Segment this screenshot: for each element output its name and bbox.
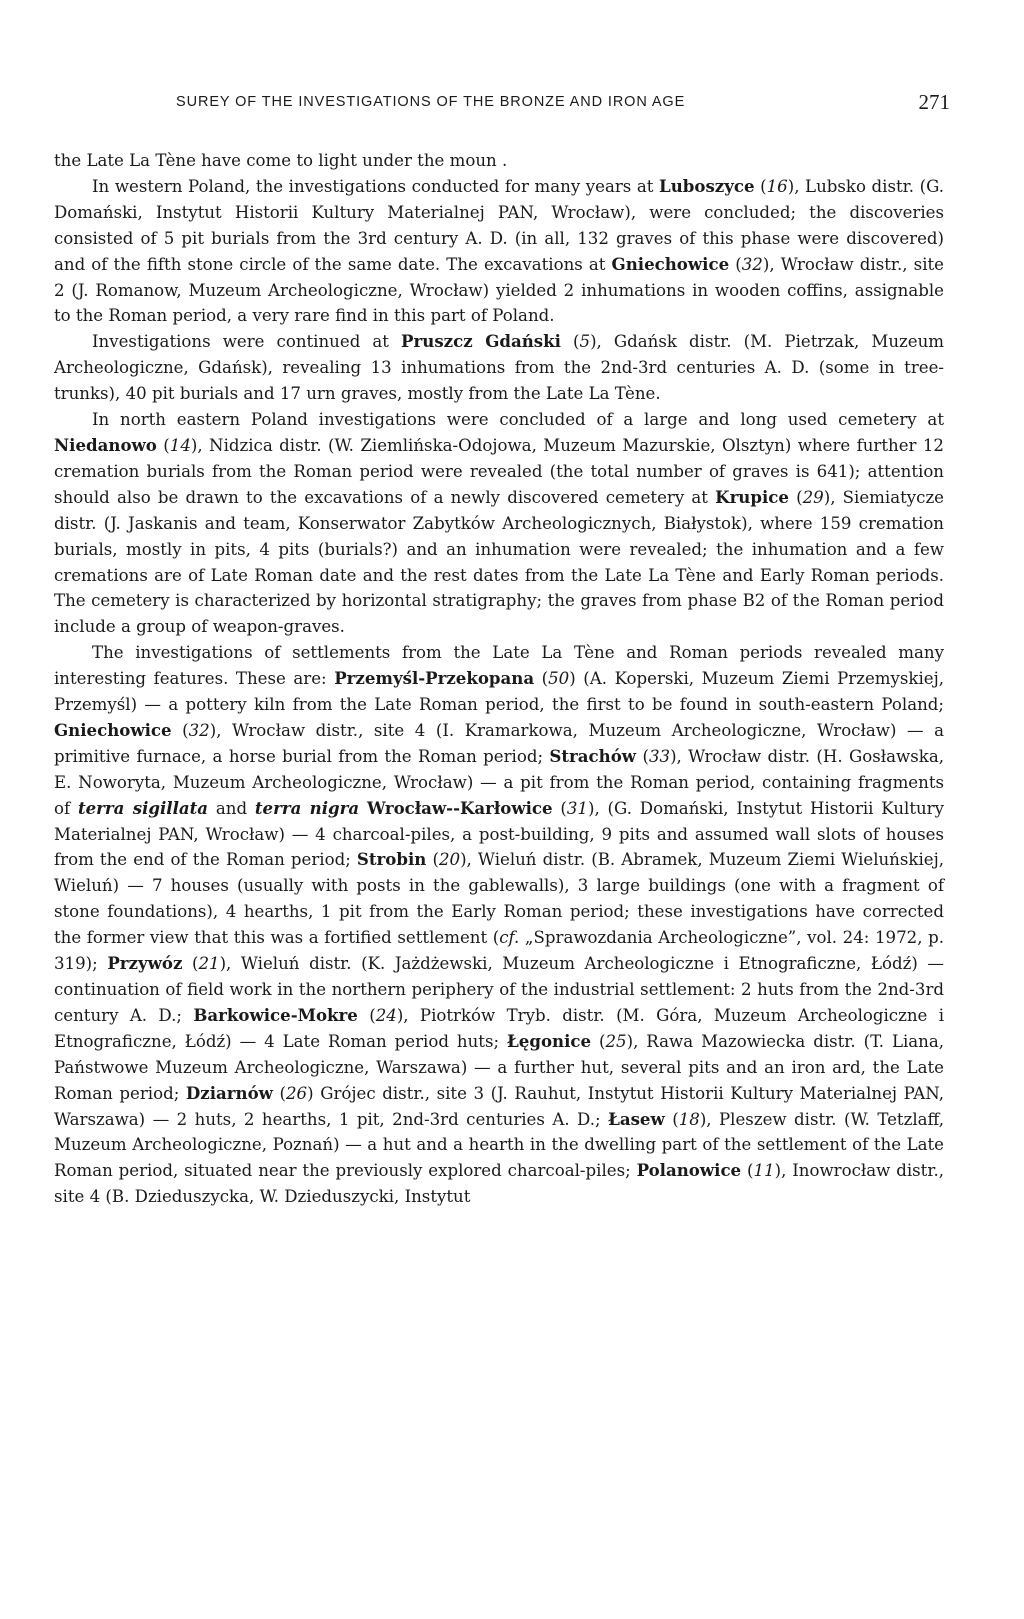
emphasis-term: terra sigillata bbox=[77, 797, 209, 818]
page-number: 271 bbox=[918, 90, 950, 114]
text-run: ( bbox=[560, 332, 580, 352]
map-reference-number: 16 bbox=[766, 176, 788, 196]
site-name: Dziarnów bbox=[185, 1082, 273, 1103]
text-run: ( bbox=[754, 176, 767, 196]
text-run bbox=[359, 799, 367, 818]
map-reference-number: 18 bbox=[678, 1109, 700, 1129]
text-run: ), Lubsko distr. (G. Domański, Instytut Historii Kultury Materialnej PAN, Wrocław), were concluded; the discoveries consisted of 5 pit burials from the 3rd century A. D. (in all, 132 graves of this phase were discovered) and of the fifth stone circle of the same date. The excavations at bbox=[54, 176, 945, 274]
text-run: ( bbox=[636, 746, 649, 766]
text-run: In north eastern Poland investigations were concluded of a large and long used cemetery at bbox=[92, 410, 944, 430]
map-reference-number: 50 bbox=[548, 669, 570, 689]
site-name: Pruszcz Gdański bbox=[401, 331, 561, 352]
text-run: the Late La Tène have come to light under the moun . bbox=[54, 151, 508, 170]
text-run: ), Wieluń distr. (K. Jażdżewski, Muzeum Archeologiczne i Etnograficzne, Łódź) — continuation of field work in the northern periphery of the industrial settlement: 2 huts from the 2nd-3rd century A. D.; bbox=[54, 954, 944, 1025]
site-name: Strobin bbox=[356, 849, 427, 870]
text-run: ( bbox=[156, 435, 170, 455]
text-run: and bbox=[208, 798, 255, 818]
text-run: ), Siemiatycze distr. (J. Jaskanis and team, Konserwator Zabytków Archeologicznych, Białystok), where 159 cremation burials, mostly in pits, 4 pits (burials?) and an inhumation were revealed; the inhumation and a few cremations are of Late Roman date and the rest dates from the Late La Tène and Early Roman periods. The cemetery is characterized by horizontal stratigraphy; the graves from phase B2 of the Roman period include a group of weapon-graves. bbox=[54, 487, 945, 637]
site-name: Barkowice-Mokre bbox=[193, 1004, 358, 1025]
text-run: ), Wrocław distr., site 2 (J. Romanow, Muzeum Archeologiczne, Wrocław) yielded 2 inhumations in wooden coffins, assignable to the Roman period, a very rare find in this part of Poland. bbox=[54, 254, 944, 326]
text-run: ( bbox=[426, 850, 439, 870]
site-name: Krupice bbox=[715, 486, 789, 507]
text-run: ( bbox=[357, 1005, 376, 1025]
text-run: ), Wrocław distr. (H. Gosławska, E. Noworyta, Muzeum Archeologiczne, Wrocław) — a pit from the Roman period, containing fragments of bbox=[54, 746, 944, 818]
map-reference-number: 33 bbox=[648, 746, 671, 766]
text-run: ), Nidzica distr. (W. Ziemlińska-Odojowa, Muzeum Mazurskie, Olsztyn) where further 12 cremation burials from the Roman period were revealed (the total number of graves is 641); attention should also be drawn to the excavations of a newly discovered cemetery at bbox=[54, 435, 944, 507]
text-run: ( bbox=[788, 487, 803, 507]
text-run: The investigations of settlements from the Late La Tène and Roman periods revealed many interesting features. These are: bbox=[54, 643, 944, 689]
site-name: Gniechowice bbox=[611, 253, 730, 274]
text-run: ( bbox=[272, 1083, 286, 1103]
text-run: ( bbox=[729, 254, 742, 274]
map-reference-number: 29 bbox=[802, 487, 824, 507]
site-name: Łęgonice bbox=[507, 1030, 592, 1051]
map-reference-number: 25 bbox=[605, 1031, 627, 1051]
paragraph bbox=[54, 329, 944, 407]
map-reference-number: 32 bbox=[741, 254, 763, 274]
site-name: Wrocław--Karłowice bbox=[366, 797, 553, 818]
site-name: Gniechowice bbox=[54, 719, 172, 740]
body-text bbox=[54, 148, 944, 1210]
map-reference-number: 32 bbox=[188, 720, 210, 740]
map-reference-number: 20 bbox=[438, 850, 461, 870]
map-reference-number: 24 bbox=[375, 1005, 397, 1025]
text-run: ( bbox=[664, 1109, 679, 1129]
map-reference-number: 11 bbox=[753, 1161, 775, 1181]
text-run: ), Inowrocław distr., site 4 (B. Dzieduszycka, W. Dzieduszycki, Instytut bbox=[54, 1161, 945, 1207]
text-run: ), Rawa Mazowiecka distr. (T. Liana, Państwowe Muzeum Archeologiczne, Warszawa) — a further hut, several pits and an iron ard, the Late Roman period; bbox=[54, 1031, 945, 1103]
text-run: ( bbox=[171, 720, 189, 740]
map-reference-number: 26 bbox=[286, 1083, 308, 1103]
map-reference-number: cf. bbox=[499, 928, 520, 948]
site-name: Przemyśl-Przekopana bbox=[334, 668, 535, 689]
text-run: „Sprawozdania Archeologiczne”, vol. 24: 1972, p. 319); bbox=[54, 928, 944, 974]
paragraph bbox=[54, 640, 944, 1210]
text-run: In western Poland, the investigations conducted for many years at bbox=[92, 176, 660, 196]
text-run: ), Wrocław distr., site 4 (I. Kramarkowa, Muzeum Archeologiczne, Wrocław) — a primitive furnace, a horse burial from the Roman period; bbox=[54, 720, 945, 766]
text-run: ) Grójec distr., site 3 (J. Rauhut, Instytut Historii Kultury Materialnej PAN, Warszawa) — 2 huts, 2 hearths, 1 pit, 2nd-3rd centuries A. D.; bbox=[54, 1083, 944, 1129]
paragraph bbox=[54, 148, 944, 174]
text-run: Investigations were continued at bbox=[92, 332, 402, 352]
site-name: Przywóz bbox=[107, 953, 183, 974]
text-run: ( bbox=[741, 1161, 754, 1181]
paragraph bbox=[54, 174, 944, 329]
text-run: ), Gdańsk distr. (M. Pietrzak, Muzeum Archeologiczne, Gdańsk), revealing 13 inhumations from the 2nd-3rd centuries A. D. (some in tree-trunks), 40 pit burials and 17 urn graves, mostly from the Late La Tène. bbox=[54, 332, 945, 404]
text-run: ), Piotrków Tryb. distr. (M. Góra, Muzeum Archeologiczne i Etnograficzne, Łódź) — 4 Late Roman period huts; bbox=[54, 1005, 945, 1051]
text-run: ) (A. Koperski, Muzeum Ziemi Przemyskiej, Przemyśl) — a pottery kiln from the Late Roman period, the first to be found in south-eastern Poland; bbox=[54, 669, 944, 715]
site-name: Strachów bbox=[549, 745, 637, 766]
map-reference-number: 14 bbox=[169, 435, 191, 455]
map-reference-number: 31 bbox=[566, 798, 588, 818]
text-run: ), Wieluń distr. (B. Abramek, Muzeum Ziemi Wieluńskiej, Wieluń) — 7 houses (usually with posts in the gablewalls), 3 large buildings (one with a fragment of stone foundations), 4 hearths, 1 pit from the Early Roman period; these investigations have corrected the former view that this was a fortified settlement ( bbox=[54, 850, 944, 948]
paragraph bbox=[54, 407, 944, 640]
text-run: ( bbox=[552, 798, 567, 818]
running-header: SUREY OF THE INVESTIGATIONS OF THE BRONZE AND IRON AGE bbox=[176, 94, 686, 110]
text-run: ), Pleszew distr. (W. Tetzlaff, Muzeum Archeologiczne, Poznań) — a hut and a hearth in the dwelling part of the settlement of the Late Roman period, situated near the previously explored charcoal-piles; bbox=[54, 1109, 944, 1181]
text-run: ( bbox=[591, 1031, 606, 1051]
site-name: Polanowice bbox=[636, 1160, 742, 1181]
text-run: ), (G. Domański, Instytut Historii Kultury Materialnej PAN, Wrocław) — 4 charcoal-piles, a post-building, 9 pits and assumed wall slots of houses from the end of the Roman period; bbox=[54, 798, 944, 870]
map-reference-number: 21 bbox=[198, 954, 220, 974]
site-name: Luboszyce bbox=[659, 175, 755, 196]
site-name: Łasew bbox=[608, 1108, 665, 1129]
site-name: Niedanowo bbox=[54, 434, 157, 455]
text-run: ( bbox=[534, 669, 549, 689]
text-run: ( bbox=[182, 954, 199, 974]
map-reference-number: 5 bbox=[579, 332, 591, 352]
emphasis-term: terra nigra bbox=[254, 797, 360, 818]
